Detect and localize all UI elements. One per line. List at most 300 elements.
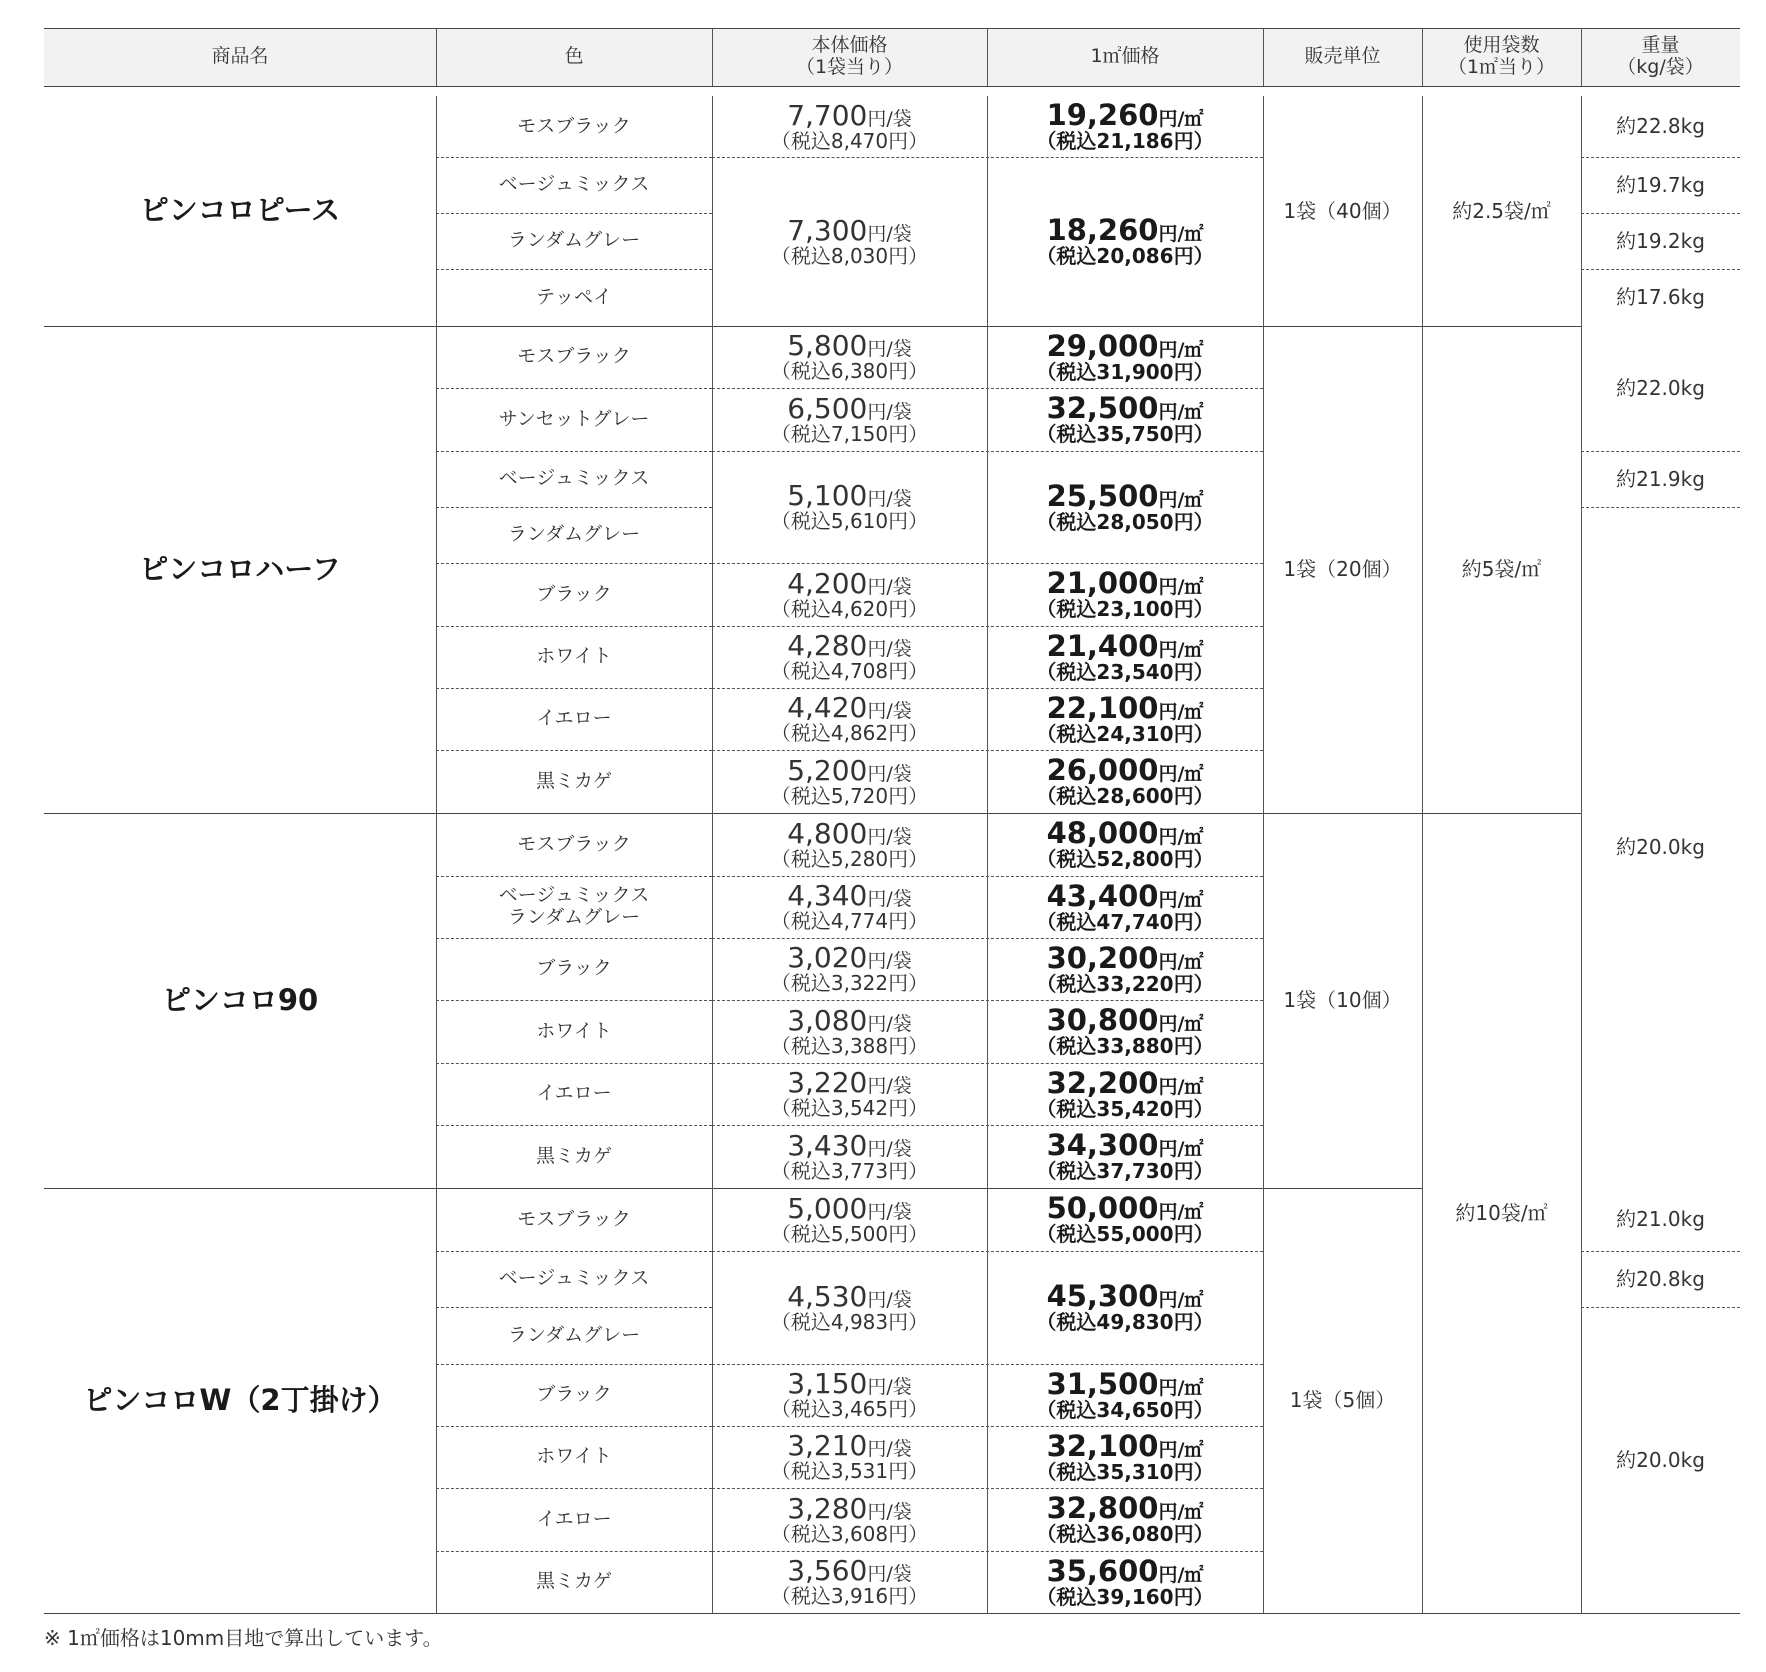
header-label: 1㎡価格 <box>1090 45 1160 68</box>
sqm-price-value: 25,500 <box>1046 478 1159 513</box>
section-divider <box>44 1613 1740 1614</box>
sqm-price-unit: 円/㎡ <box>1158 950 1204 973</box>
sqm-price <box>987 1426 1263 1488</box>
sqm-price-value: 35,600 <box>1046 1553 1159 1588</box>
unit-price-tax <box>771 1311 928 1333</box>
unit-price-unit: 円/袋 <box>867 575 912 598</box>
sqm-price <box>987 1125 1263 1188</box>
unit-price-tax-value: （税込3,542円） <box>770 1096 929 1120</box>
unit-price-tax-value: （税込7,150円） <box>770 421 929 446</box>
color-text: 黒ミカゲ <box>535 1570 612 1593</box>
header-color <box>436 28 712 86</box>
sqm-price-main <box>1046 478 1204 513</box>
sqm-price-main <box>1046 98 1204 132</box>
unit-price-unit: 円/袋 <box>867 1376 912 1398</box>
sqm-price-tax <box>1036 245 1213 267</box>
sqm-price <box>987 1188 1263 1251</box>
product-name-text: ピンコロピース <box>139 193 341 228</box>
sqm-price-unit: 円/㎡ <box>1158 108 1204 130</box>
unit-price-tax-value: （税込5,610円） <box>770 509 929 533</box>
unit-price <box>712 388 987 451</box>
unit-price-tax <box>771 598 928 620</box>
unit-price-tax <box>771 1160 928 1182</box>
unit-price-value: 3,080 <box>787 1003 868 1037</box>
header-weight <box>1581 28 1740 86</box>
unit-price-tax-value: （税込4,983円） <box>770 1309 929 1334</box>
sqm-price-main <box>1046 816 1204 850</box>
unit-price-main <box>787 329 912 362</box>
color-name <box>436 269 712 326</box>
color-name <box>436 1188 712 1251</box>
color-name <box>436 876 712 938</box>
sqm-price <box>987 1063 1263 1125</box>
sales-unit-text: 1袋（40個） <box>1283 198 1402 223</box>
sqm-price <box>987 1364 1263 1426</box>
sqm-price-main <box>1046 1553 1204 1588</box>
unit-price <box>712 1364 987 1426</box>
row-divider <box>436 451 712 452</box>
sqm-price <box>987 813 1263 876</box>
section-divider <box>1422 326 1581 327</box>
weight <box>1581 1188 1740 1251</box>
sqm-price-value: 32,500 <box>1046 391 1159 425</box>
sqm-price-tax <box>1036 848 1213 870</box>
unit-price-unit: 円/袋 <box>867 1438 912 1460</box>
unit-price-tax <box>771 245 928 267</box>
weight-text: 約17.6kg <box>1616 285 1705 309</box>
unit-price-value: 4,530 <box>787 1279 868 1313</box>
weight <box>1581 213 1740 269</box>
sqm-price <box>987 157 1263 326</box>
header-label: （1袋当り） <box>795 56 904 78</box>
sqm-price-tax <box>1036 1461 1213 1483</box>
color-name <box>436 1551 712 1613</box>
unit-price-tax-value: （税込3,773円） <box>770 1158 929 1183</box>
sqm-price-value: 48,000 <box>1046 816 1159 850</box>
sqm-price <box>987 1551 1263 1613</box>
color-name <box>436 213 712 269</box>
unit-price-main <box>787 391 912 425</box>
unit-price <box>712 1488 987 1551</box>
sqm-price-tax-value: （税込23,540円） <box>1036 659 1214 684</box>
sqm-price-value: 29,000 <box>1046 328 1159 363</box>
unit-price-value: 7,700 <box>787 98 868 132</box>
sales-unit-text: 1袋（10個） <box>1283 988 1402 1012</box>
header-label: 商品名 <box>211 45 269 68</box>
color-text: ホワイト <box>536 1019 612 1042</box>
color-text: モスブラック <box>517 832 631 855</box>
color-text: モスブラック <box>517 114 631 137</box>
unit-price-tax-value: （税込3,531円） <box>770 1459 929 1483</box>
header-line <box>1448 57 1555 79</box>
sqm-price-tax-value: （税込33,880円） <box>1036 1034 1214 1058</box>
unit-price-tax <box>771 910 928 932</box>
unit-price-main <box>787 1429 912 1462</box>
unit-price <box>712 1063 987 1125</box>
bags-text: 約2.5袋/㎡ <box>1452 198 1551 223</box>
sqm-price-unit: 円/㎡ <box>1158 1376 1204 1399</box>
weight <box>1581 326 1740 451</box>
sqm-price-tax <box>1036 1399 1213 1421</box>
sqm-price-tax <box>1036 130 1213 152</box>
unit-price <box>712 96 987 157</box>
unit-price-main <box>787 1003 912 1037</box>
unit-price-tax-value: （税込3,608円） <box>770 1521 929 1546</box>
unit-price-tax-value: （税込4,862円） <box>770 721 929 745</box>
product-name-text: ピンコロハーフ <box>139 551 341 586</box>
bags-per-sqm <box>1422 813 1581 1613</box>
unit-price-tax <box>771 510 928 532</box>
sqm-price-main <box>1046 1279 1204 1313</box>
color-text: ランダムグレー <box>507 229 641 252</box>
unit-price <box>712 157 987 326</box>
row-divider <box>1581 451 1740 452</box>
unit-price-tax-value: （税込4,620円） <box>770 596 929 621</box>
sqm-price-tax <box>1036 1586 1213 1608</box>
sqm-price <box>987 388 1263 451</box>
sqm-price-tax <box>1036 661 1213 683</box>
sqm-price-tax <box>1036 1311 1213 1333</box>
section-divider <box>44 86 1740 87</box>
column-divider <box>1263 28 1264 86</box>
row-divider <box>436 1488 712 1489</box>
unit-price-tax <box>771 1223 928 1245</box>
column-divider <box>712 96 713 1613</box>
unit-price-value: 5,800 <box>787 329 868 362</box>
header-label: （kg/袋） <box>1617 56 1704 78</box>
sqm-price-tax <box>1036 785 1213 807</box>
row-divider <box>1581 213 1740 214</box>
unit-price-main <box>787 816 912 850</box>
header-label: 重量 <box>1641 34 1680 57</box>
unit-price-value: 3,150 <box>787 1367 868 1400</box>
color-text: イエロー <box>536 707 612 730</box>
unit-price <box>712 1125 987 1188</box>
bags-text: 約10袋/㎡ <box>1455 1200 1548 1225</box>
unit-price-tax-value: （税込4,708円） <box>770 659 929 683</box>
sqm-price-value: 30,800 <box>1046 1003 1159 1037</box>
unit-price-main <box>787 1367 912 1400</box>
unit-price-tax <box>771 1523 928 1545</box>
sqm-price-value: 43,400 <box>1046 878 1159 913</box>
weight-text: 約21.0kg <box>1616 1207 1705 1231</box>
sqm-price-tax-value: （税込35,750円） <box>1036 422 1214 446</box>
unit-price-unit: 円/袋 <box>867 338 912 360</box>
sqm-price-unit: 円/㎡ <box>1158 1563 1204 1586</box>
section-divider <box>44 813 1422 814</box>
sqm-price-unit: 円/㎡ <box>1158 1138 1204 1160</box>
sqm-price-unit: 円/㎡ <box>1158 888 1204 911</box>
row-divider <box>436 1364 712 1365</box>
row-divider <box>436 1551 712 1552</box>
weight-text: 約22.8kg <box>1616 114 1705 138</box>
unit-price-unit: 円/袋 <box>867 888 912 910</box>
unit-price-main <box>787 1279 912 1313</box>
unit-price-value: 5,200 <box>787 753 868 787</box>
header-unit <box>1263 28 1422 86</box>
unit-price <box>712 938 987 1000</box>
color-name <box>436 750 712 813</box>
header-label: 使用袋数 <box>1463 34 1540 57</box>
sqm-price-value: 32,800 <box>1046 1491 1159 1525</box>
color-name <box>436 96 712 157</box>
sqm-price-tax-value: （税込39,160円） <box>1036 1584 1214 1609</box>
unit-price <box>712 626 987 688</box>
sqm-price-tax <box>1036 1523 1213 1545</box>
color-name <box>436 813 712 876</box>
unit-price-value: 3,430 <box>787 1128 868 1162</box>
color-name <box>436 157 712 213</box>
sqm-price-tax-value: （税込52,800円） <box>1036 847 1214 871</box>
header-bags <box>1422 28 1581 86</box>
unit-price-main <box>787 98 912 132</box>
row-divider <box>436 1307 712 1308</box>
unit-price-unit: 円/袋 <box>867 1075 912 1097</box>
sales-unit-text: 1袋（20個） <box>1283 557 1402 581</box>
row-divider <box>436 938 712 939</box>
color-name <box>436 626 712 688</box>
sqm-price-main <box>1046 1003 1204 1037</box>
unit-price-tax <box>771 848 928 870</box>
column-divider <box>1263 96 1264 1613</box>
row-divider <box>436 388 712 389</box>
sqm-price-main <box>1046 213 1204 247</box>
unit-price-unit: 円/袋 <box>867 222 912 245</box>
color-text: ベージュミックス <box>498 1267 650 1290</box>
unit-price-tax-value: （税込5,720円） <box>770 783 929 808</box>
unit-price <box>712 326 987 388</box>
sqm-price-unit: 円/㎡ <box>1158 763 1204 785</box>
sqm-price-tax-value: （税込37,730円） <box>1036 1159 1214 1183</box>
color-text: イエロー <box>536 1082 612 1105</box>
row-divider <box>436 1125 712 1126</box>
sales-unit-text: 1袋（5個） <box>1289 1388 1396 1412</box>
unit-price-unit: 円/袋 <box>867 700 912 722</box>
header-label: （1㎡当り） <box>1447 56 1556 78</box>
unit-price-unit: 円/袋 <box>867 488 912 510</box>
color-text: 黒ミカゲ <box>535 769 612 792</box>
unit-price-value: 7,300 <box>787 213 868 247</box>
unit-price-tax <box>771 722 928 744</box>
unit-price-unit: 円/袋 <box>867 1288 912 1311</box>
sqm-price <box>987 563 1263 626</box>
color-text: ホワイト <box>536 645 612 668</box>
sqm-price-tax-value: （税込33,220円） <box>1036 971 1214 996</box>
color-name <box>436 1426 712 1488</box>
row-divider <box>436 876 712 877</box>
sales-unit <box>1263 813 1422 1188</box>
unit-price <box>712 813 987 876</box>
row-divider <box>436 157 712 158</box>
weight <box>1581 451 1740 507</box>
unit-price <box>712 1426 987 1488</box>
sqm-price-value: 30,200 <box>1046 940 1159 975</box>
bags-per-sqm <box>1422 96 1581 326</box>
section-divider <box>1422 813 1581 814</box>
unit-price-main <box>787 941 912 974</box>
unit-price-tax-value: （税込8,030円） <box>770 243 929 268</box>
unit-price-value: 3,560 <box>787 1554 868 1587</box>
sqm-price-unit: 円/㎡ <box>1158 401 1204 423</box>
color-text: ブラック <box>536 1383 612 1406</box>
sqm-price-tax-value: （税込47,740円） <box>1036 909 1214 934</box>
unit-price <box>712 1251 987 1364</box>
sqm-price-value: 50,000 <box>1046 1191 1159 1225</box>
row-divider <box>436 1063 712 1064</box>
column-divider <box>1422 96 1423 1613</box>
color-text: ベージュミックス <box>498 467 650 490</box>
unit-price-tax <box>771 1460 928 1482</box>
sqm-price-unit: 円/㎡ <box>1158 700 1204 723</box>
unit-price-unit: 円/袋 <box>867 950 912 972</box>
unit-price-value: 4,800 <box>787 816 868 850</box>
sqm-price-tax-value: （税込28,050円） <box>1036 509 1214 534</box>
sqm-price <box>987 451 1263 563</box>
sqm-price-main <box>1046 391 1204 425</box>
sales-unit <box>1263 326 1422 813</box>
row-divider <box>436 269 712 270</box>
unit-price-tax <box>771 1398 928 1420</box>
color-name <box>436 1251 712 1307</box>
sales-unit <box>1263 1188 1422 1613</box>
color-text: モスブラック <box>517 1207 631 1230</box>
unit-price-main <box>787 1066 912 1099</box>
footnote: ※ 1㎡価格は10mm目地で算出しています。 <box>44 1626 443 1650</box>
unit-price-unit: 円/袋 <box>867 1012 912 1035</box>
sqm-price-main <box>1046 1128 1204 1162</box>
unit-price-value: 3,280 <box>787 1491 868 1525</box>
sqm-price <box>987 1251 1263 1364</box>
header-label: 販売単位 <box>1304 45 1381 68</box>
unit-price-main <box>787 1491 912 1525</box>
sqm-price-tax-value: （税込35,420円） <box>1036 1096 1214 1121</box>
section-divider <box>44 326 1422 327</box>
sqm-price-tax-value: （税込36,080円） <box>1036 1522 1214 1546</box>
unit-price-unit: 円/袋 <box>867 638 912 660</box>
sqm-price <box>987 326 1263 388</box>
row-divider <box>1581 1307 1740 1308</box>
product-name-text: ピンコロW（2丁掛け） <box>83 1382 397 1417</box>
color-text: 黒ミカゲ <box>535 1144 612 1167</box>
row-divider <box>436 626 712 627</box>
unit-price <box>712 876 987 938</box>
sqm-price-tax <box>1036 423 1213 445</box>
unit-price-value: 3,020 <box>787 941 868 974</box>
weight-text: 約20.8kg <box>1616 1266 1705 1291</box>
color-text: ベージュミックス <box>498 173 650 196</box>
column-divider <box>1581 96 1582 1613</box>
unit-price-unit: 円/袋 <box>867 762 912 785</box>
header-line <box>811 35 887 57</box>
header-line <box>1641 35 1679 57</box>
header-line <box>796 57 903 79</box>
unit-price-value: 6,500 <box>787 391 868 425</box>
bags-per-sqm <box>1422 326 1581 813</box>
sqm-price-value: 34,300 <box>1046 1128 1159 1162</box>
unit-price-tax-value: （税込3,465円） <box>770 1397 929 1421</box>
unit-price-value: 3,210 <box>787 1429 868 1462</box>
color-name <box>436 563 712 626</box>
sqm-price-tax-value: （税込34,650円） <box>1036 1397 1214 1422</box>
unit-price <box>712 1551 987 1613</box>
color-text: ブラック <box>536 957 612 980</box>
color-name <box>436 1000 712 1063</box>
weight-text: 約20.0kg <box>1616 835 1705 859</box>
sqm-price-tax-value: （税込28,600円） <box>1036 784 1214 808</box>
sqm-price-unit: 円/㎡ <box>1158 826 1204 848</box>
unit-price <box>712 1000 987 1063</box>
sqm-price-tax-value: （税込24,310円） <box>1036 721 1214 746</box>
sqm-price-tax <box>1036 1223 1213 1245</box>
unit-price-main <box>787 566 912 600</box>
sqm-price-tax <box>1036 1035 1213 1057</box>
product-name <box>44 1188 436 1613</box>
unit-price-tax <box>771 1035 928 1057</box>
unit-price-tax <box>771 423 928 445</box>
unit-price <box>712 563 987 626</box>
row-divider <box>436 213 712 214</box>
color-name <box>436 326 712 388</box>
weight-text: 約20.0kg <box>1616 1447 1705 1472</box>
column-divider <box>987 96 988 1613</box>
sqm-price-main <box>1046 690 1204 725</box>
unit-price-unit: 円/袋 <box>867 825 912 848</box>
sqm-price-unit: 円/㎡ <box>1158 223 1204 245</box>
column-divider <box>1422 28 1423 86</box>
unit-price-tax-value: （税込3,916円） <box>770 1584 929 1608</box>
sqm-price <box>987 1000 1263 1063</box>
unit-price-tax <box>771 360 928 382</box>
unit-price-value: 4,420 <box>787 691 868 724</box>
unit-price-main <box>787 213 912 247</box>
color-text: サンセットグレー <box>498 407 650 430</box>
sqm-price-main <box>1046 328 1204 363</box>
sqm-price <box>987 938 1263 1000</box>
unit-price-value: 4,200 <box>787 566 868 600</box>
sqm-price <box>987 876 1263 938</box>
color-name <box>436 688 712 750</box>
sqm-price-tax <box>1036 911 1213 933</box>
sqm-price-value: 32,100 <box>1046 1428 1159 1463</box>
sqm-price-value: 32,200 <box>1046 1065 1159 1100</box>
color-text: ベージュミックス ランダムグレー <box>498 884 650 928</box>
sqm-price-tax-value: （税込49,830円） <box>1036 1310 1214 1334</box>
sqm-price-tax <box>1036 361 1213 383</box>
sqm-price-main <box>1046 753 1204 787</box>
sqm-price-main <box>1046 1065 1204 1100</box>
color-text: ホワイト <box>536 1445 612 1468</box>
sqm-price-tax-value: （税込20,086円） <box>1036 244 1214 268</box>
color-name <box>436 1488 712 1551</box>
sqm-price-value: 31,500 <box>1046 1366 1159 1401</box>
sqm-price-tax <box>1036 723 1213 745</box>
sqm-price-unit: 円/㎡ <box>1158 338 1204 361</box>
row-divider <box>436 750 712 751</box>
header-label: 色 <box>564 45 584 68</box>
sqm-price-main <box>1046 1491 1204 1525</box>
sqm-price-main <box>1046 1366 1204 1401</box>
unit-price-unit: 円/袋 <box>867 400 912 423</box>
sqm-price-tax-value: （税込31,900円） <box>1036 359 1214 384</box>
sqm-price-tax-value: （税込23,100円） <box>1036 597 1214 621</box>
sqm-price-main <box>1046 878 1204 913</box>
color-text: テッペイ <box>535 285 612 308</box>
header-price <box>712 28 987 86</box>
sqm-price-tax <box>1036 1098 1213 1120</box>
color-text: ランダムグレー <box>507 1323 641 1346</box>
unit-price-tax-value: （税込6,380円） <box>770 359 929 383</box>
row-divider <box>436 688 712 689</box>
